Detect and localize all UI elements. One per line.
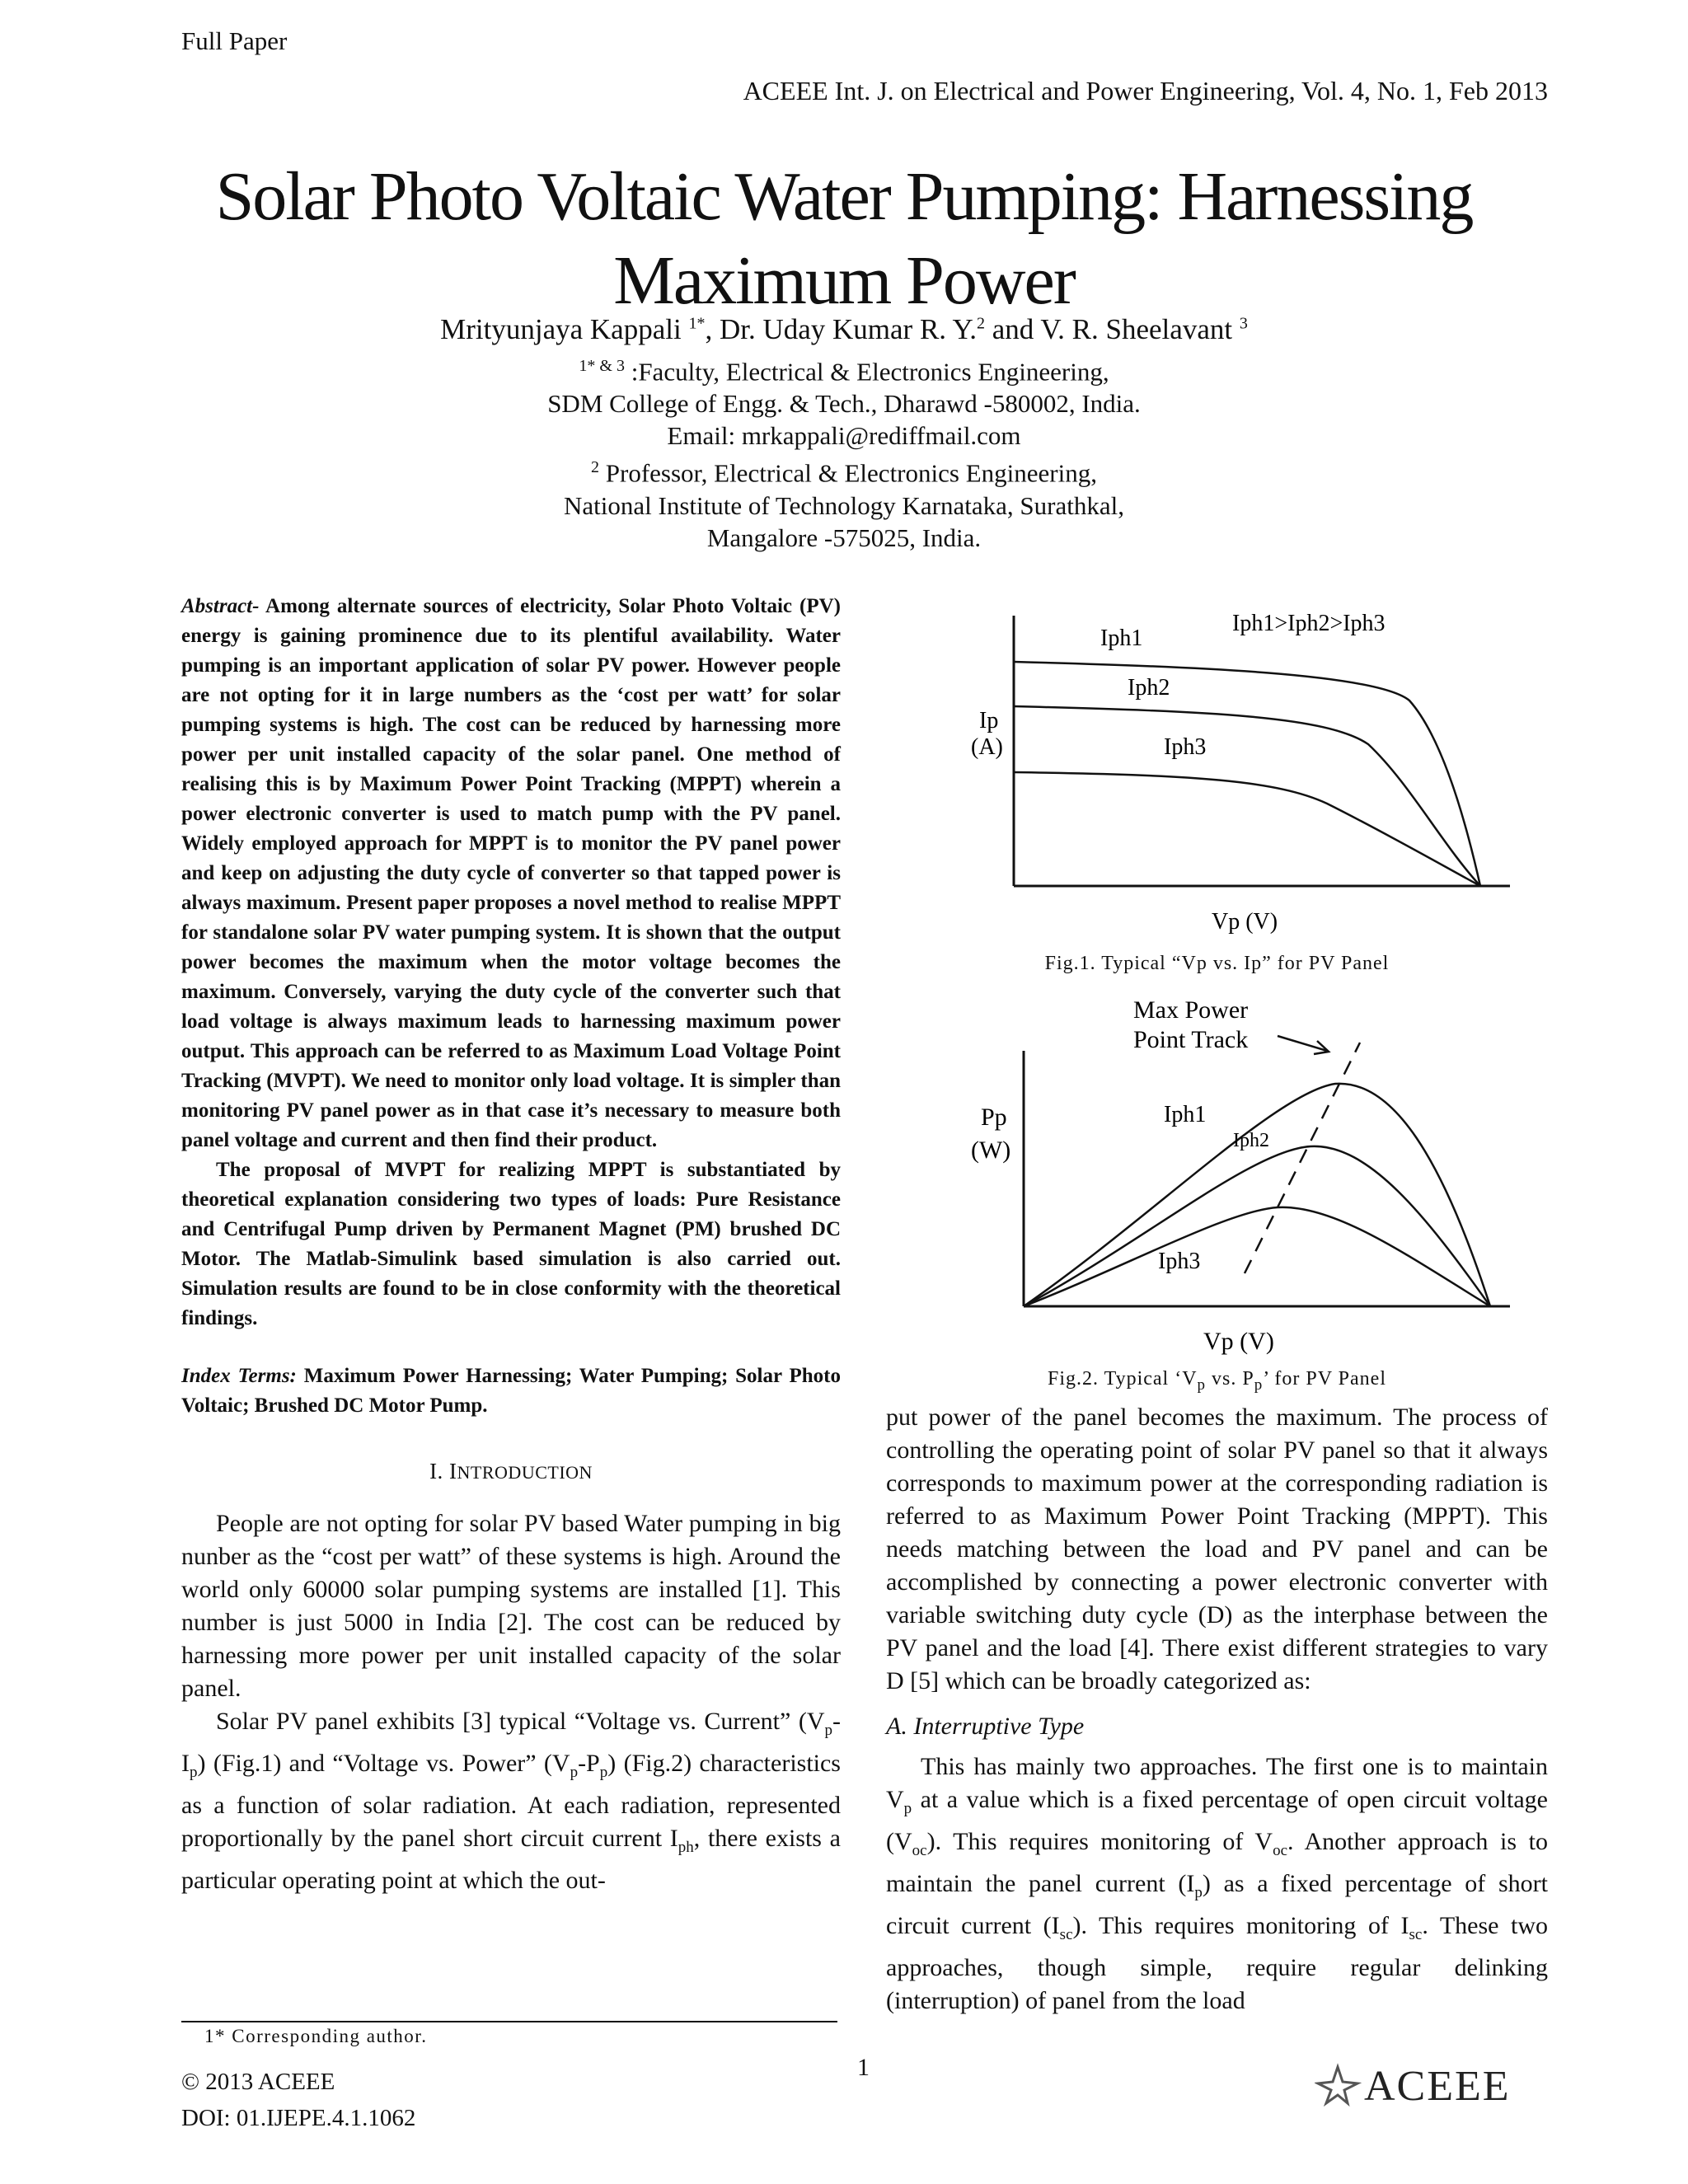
aceee-logo bbox=[1315, 2060, 1554, 2107]
title-line-1: Solar Photo Voltaic Water Pumping: Harnessing bbox=[215, 158, 1473, 235]
fig1-legend: Iph1>Iph2>Iph3 bbox=[1232, 611, 1386, 636]
abstract-label: Abstract- bbox=[181, 595, 260, 617]
fig2-annotation-line2: Point Track bbox=[1133, 1026, 1249, 1053]
index-terms bbox=[181, 1361, 841, 1421]
heading-rest: NTRODUCTION bbox=[457, 1462, 593, 1483]
author-2-sup: 2 bbox=[977, 314, 986, 333]
affil-line-6: Mangalore -575025, India. bbox=[706, 523, 982, 552]
copyright: © 2013 ACEEE bbox=[181, 2069, 335, 2095]
index-terms-text: Maximum Power Harnessing; Water Pumping; Solar Photo Voltaic; Brushed DC Motor Pump. bbox=[181, 1365, 841, 1417]
figure-2-caption: Fig.2. Typical ‘$V_p$ vs. $P_p$’ for PV Panel bbox=[1048, 1368, 1386, 1394]
fig2-ylabel-unit: (W) bbox=[971, 1137, 1011, 1164]
fig2-curve-iph2 bbox=[1024, 1146, 1490, 1306]
heading-num: I. I bbox=[429, 1459, 457, 1483]
affil-line-2: SDM College of Engg. & Tech., Dharawd -580002, India. bbox=[547, 389, 1141, 419]
affil-email: Email: mrkappali@rediffmail.com bbox=[667, 421, 1021, 451]
subsection-heading-interruptive: A. Interruptive Type bbox=[886, 1713, 1085, 1740]
figure-1-caption: Fig.1. Typical “Vp vs. Ip” for PV Panel bbox=[1044, 953, 1390, 974]
star-icon bbox=[1318, 2067, 1357, 2103]
footnote-divider bbox=[181, 2021, 837, 2022]
left-column bbox=[181, 592, 841, 1897]
affil-line-4: Professor, Electrical & Electronics Engineering, bbox=[599, 458, 1097, 488]
fig2-label-iph3: Iph3 bbox=[1158, 1249, 1201, 1274]
figure-1-vp-ip-plot bbox=[948, 606, 1525, 944]
affil-sup-1: 1* & 3 bbox=[579, 357, 625, 375]
fig1-label-iph2: Iph2 bbox=[1128, 675, 1170, 701]
page-number: 1 bbox=[857, 2054, 870, 2081]
fig2-label-iph1: Iph1 bbox=[1164, 1102, 1207, 1127]
abstract-paragraph-2: The proposal of MVPT for realizing MPPT is substantiated by theoretical explanation considering two types of loads: Pure Resistance and Centrifugal Pump driven by Permanent Magnet (PM) brushed DC Motor. The Matlab-Simulink based simulation is also carried out. Simulation results are found to be in close conformity with the theoretical findings. bbox=[181, 1159, 841, 1329]
author-2: , Dr. Uday Kumar R. Y. bbox=[705, 313, 978, 345]
fig2-curve-iph1 bbox=[1024, 1084, 1490, 1306]
right-column bbox=[886, 1401, 1548, 2018]
affiliations bbox=[0, 350, 1688, 554]
journal-citation: ACEEE Int. J. on Electrical and Power Engineering, Vol. 4, No. 1, Feb 2013 bbox=[743, 76, 1548, 105]
affil-line-5: National Institute of Technology Karnataka, Surathkal, bbox=[564, 490, 1124, 520]
fig2-xlabel: Vp (V) bbox=[1203, 1328, 1274, 1355]
fig1-curve-iph3 bbox=[1014, 772, 1480, 886]
affil-line-1: :Faculty, Electrical & Electronics Engineering, bbox=[624, 357, 1109, 387]
fig2-mppt-track-line bbox=[1245, 1043, 1360, 1273]
author-3-sup: 3 bbox=[1239, 314, 1248, 333]
fig1-ylabel: Ip bbox=[979, 708, 999, 733]
running-header-label: Full Paper bbox=[181, 26, 288, 55]
figure-2-vp-pp-plot bbox=[948, 993, 1525, 1364]
section-heading-introduction bbox=[181, 1459, 841, 1484]
right-paragraph-2: This has mainly two approaches. The first one is to maintain $V_p$ at a value which is a fixed percentage of open circuit voltage $(V_{oc})$. This requires monitoring of $V_{oc}$. Another approach is to maintain the panel current $(I_p)$ as a fixed percentage of short circuit current $(I_{sc})$. This requires monitoring of $I_{sc}$. These two approaches, though simple, require regular delinking (interruption) of panel from the load bbox=[886, 1753, 1549, 2014]
copyright-block bbox=[181, 2064, 415, 2136]
fig1-label-iph3: Iph3 bbox=[1164, 734, 1207, 760]
intro-paragraph-1: People are not opting for solar PV based Water pumping in big nunber as the “cost per watt” of these systems is high. Around the world only 60000 solar pumping systems are installed [1]. This number is just 5000 in India [2]. The cost can be reduced by harnessing more power per unit installed capacity of the solar panel. bbox=[181, 1510, 841, 1702]
author-list bbox=[0, 313, 1688, 346]
intro-paragraph-2: Solar PV panel exhibits [3] typical “Voltage vs. Current” $(V_p-I_p)$ (Fig.1) and “Voltage vs. Power” $(V_p-P_p)$ (Fig.2) characteristics as a function of solar radiation. At each radiation, represented proportionally by the panel short circuit current $I_{ph}$, there exists a particular operating point at which the out- bbox=[181, 1708, 841, 1894]
author-1: Mrityunjaya Kappali bbox=[440, 313, 682, 345]
fig2-ylabel: Pp bbox=[981, 1104, 1007, 1131]
right-paragraph-1: put power of the panel becomes the maximum. The process of controlling the operating point of solar PV panel so that it always corresponds to maximum power at the corresponding radiation is referred to as Maximum Power Point Tracking (MPPT). This needs matching between the load and PV panel and can be accomplished by connecting a power electronic converter with variable switching duty cycle (D) as the interphase between the PV panel and the load [4]. There exist different strategies to vary D [5] which can be broadly categorized as: bbox=[886, 1404, 1548, 1694]
footnote: 1* Corresponding author. bbox=[204, 2026, 428, 2046]
affil-sup-2: 2 bbox=[591, 458, 600, 477]
fig1-curve-iph2 bbox=[1014, 706, 1480, 886]
fig1-label-iph1: Iph1 bbox=[1100, 626, 1143, 651]
author-1-sup: 1* bbox=[688, 314, 706, 333]
title-line-2: Maximum Power bbox=[613, 242, 1075, 319]
fig2-label-iph2: Iph2 bbox=[1233, 1130, 1269, 1151]
fig2-annotation-line1: Max Power bbox=[1133, 996, 1249, 1024]
fig1-ylabel-unit: (A) bbox=[971, 734, 1003, 760]
doi: DOI: 01.IJEPE.4.1.1062 bbox=[181, 2105, 416, 2131]
fig1-xlabel: Vp (V) bbox=[1212, 909, 1278, 935]
logo-text: ACEEE bbox=[1364, 2063, 1511, 2107]
abstract-paragraph-1: Among alternate sources of electricity, Solar Photo Voltaic (PV) energy is gaining prominence due to its plentiful availability. Water pumping is an important application of solar PV power. However people are not opting for it in large numbers as the ‘cost per watt’ for solar pumping systems is high. The cost can be reduced by harnessing more power per unit installed capacity of the solar panel. One method of realising this is by Maximum Power Point Tracking (MPPT) wherein a power electronic converter is used to match pump with the PV panel. Widely employed approach for MPPT is to monitor the PV panel power and keep on adjusting the duty cycle of converter so that tapped power is always maximum. Present paper proposes a novel method to realise MPPT for standalone solar PV water pumping system. It is shown that the output power becomes the maximum when the motor voltage becomes the maximum. Conversely, varying the duty cycle of the converter such that load voltage is always maximum leads to harnessing maximum power output. This approach can be referred to as Maximum Load Voltage Point Tracking (MVPT). We need to monitor only load voltage. It is simpler than monitoring PV panel power as in that case it’s necessary to measure both panel voltage and current and then find their product. bbox=[181, 595, 841, 1151]
author-3: and V. R. Sheelavant bbox=[985, 313, 1233, 345]
paper-title bbox=[0, 155, 1688, 323]
abstract bbox=[181, 592, 841, 1333]
index-terms-label: Index Terms: bbox=[181, 1365, 297, 1387]
fig2-curve-iph3 bbox=[1024, 1207, 1490, 1306]
